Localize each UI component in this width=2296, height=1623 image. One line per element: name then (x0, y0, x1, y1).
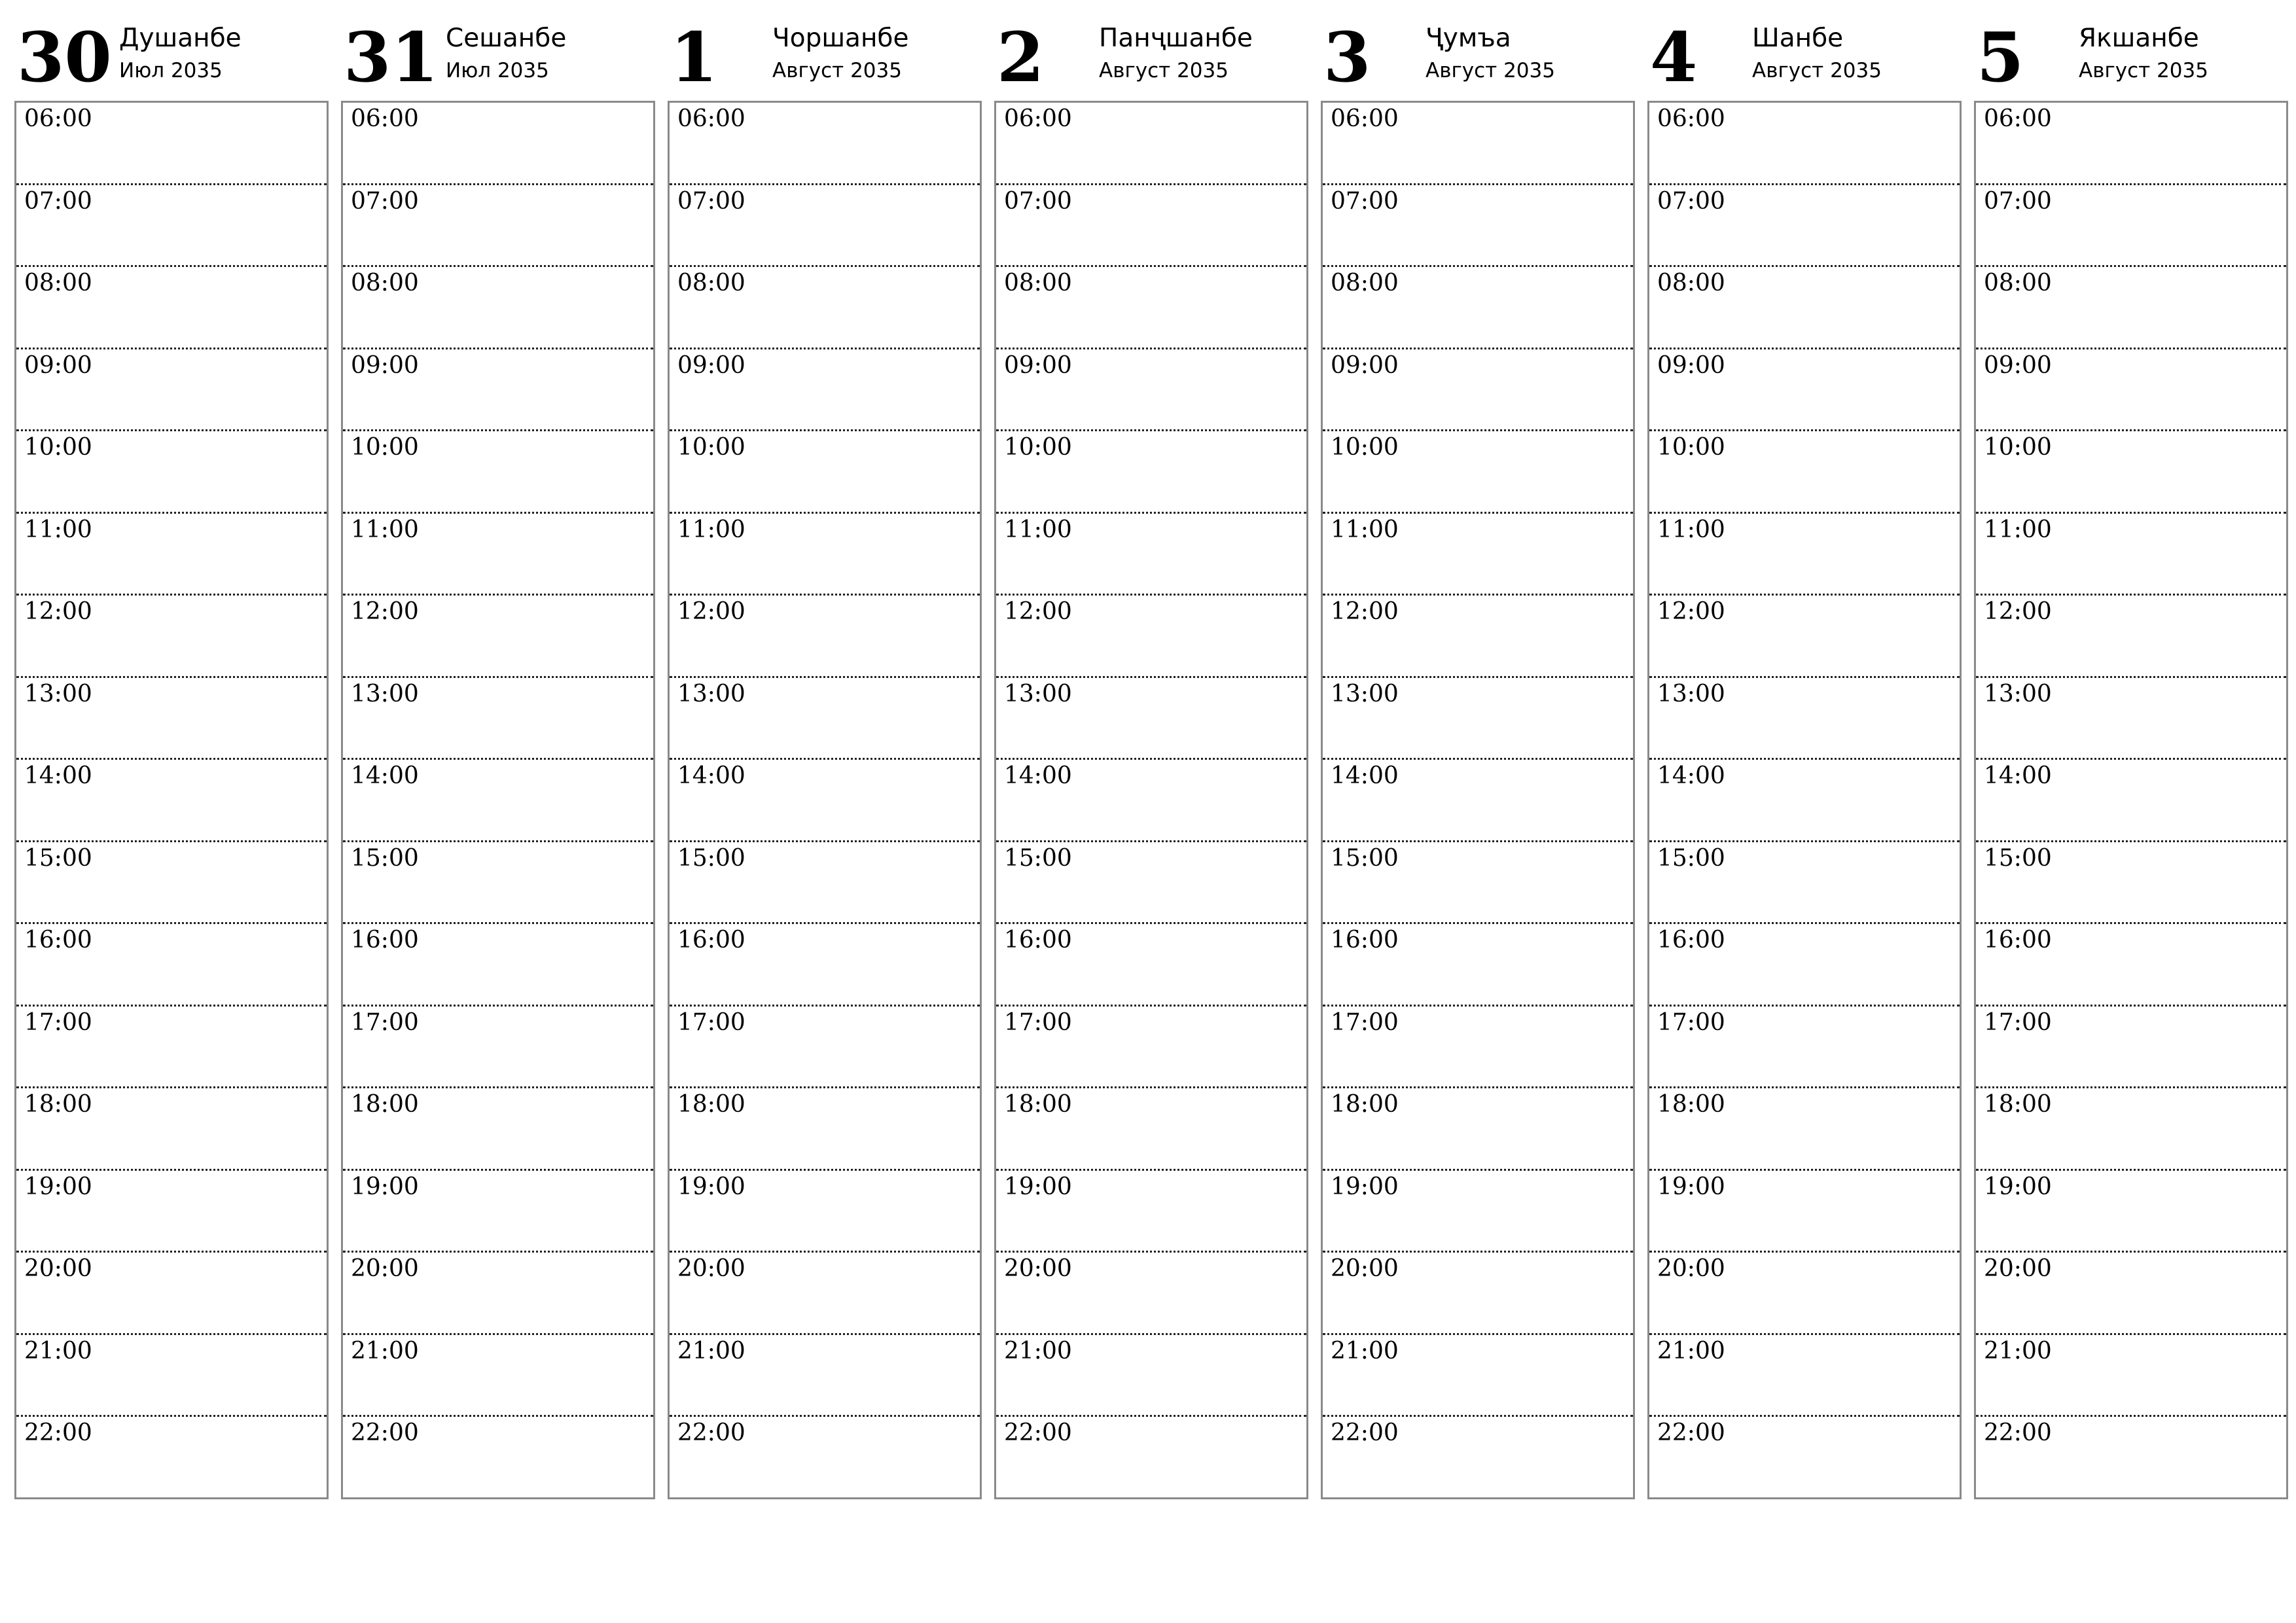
hour-label: 16:00 (24, 927, 92, 954)
hour-label: 18:00 (24, 1091, 92, 1118)
hour-slot[interactable] (670, 1253, 980, 1335)
weekday-name: Ҷумъа (1426, 24, 1511, 53)
hour-label: 10:00 (677, 434, 745, 461)
hour-label: 22:00 (351, 1419, 419, 1446)
hour-label: 09:00 (1004, 351, 1072, 379)
hour-slot[interactable] (1323, 514, 1633, 596)
hour-label: 11:00 (677, 516, 745, 543)
hour-slot[interactable] (1323, 596, 1633, 678)
hour-label: 16:00 (1657, 927, 1725, 954)
hour-label: 20:00 (677, 1255, 745, 1282)
hour-slot[interactable] (670, 103, 980, 185)
hour-slot[interactable] (16, 185, 327, 268)
hour-label: 17:00 (1657, 1008, 1725, 1036)
hour-label: 14:00 (24, 762, 92, 789)
hour-label: 13:00 (1984, 680, 2052, 707)
hour-slot[interactable] (1649, 431, 1960, 514)
hour-label: 06:00 (351, 105, 419, 132)
hour-slot[interactable] (1976, 1253, 2286, 1335)
hour-slot[interactable] (1649, 1417, 1960, 1499)
hour-slot[interactable] (1649, 514, 1960, 596)
day-header (1647, 14, 1962, 101)
hour-label: 16:00 (351, 927, 419, 954)
hour-slot[interactable] (996, 1007, 1306, 1089)
hour-label: 08:00 (24, 270, 92, 296)
hour-slot[interactable] (1976, 1007, 2286, 1089)
day-column (14, 14, 329, 1499)
hour-slot[interactable] (1976, 1088, 2286, 1171)
month-year: Август 2035 (1426, 59, 1555, 82)
hour-label: 20:00 (24, 1255, 92, 1282)
day-number: 5 (1977, 17, 2024, 98)
weekday-name: Панҷшанбе (1099, 24, 1253, 53)
month-year: Август 2035 (772, 59, 902, 82)
hour-label: 09:00 (677, 351, 745, 379)
hour-label: 16:00 (1004, 927, 1072, 954)
hour-slot[interactable] (1976, 1171, 2286, 1253)
hour-slot[interactable] (1976, 267, 2286, 349)
hour-slot[interactable] (1323, 842, 1633, 925)
hour-label: 15:00 (1004, 844, 1072, 872)
hour-slot[interactable] (1323, 924, 1633, 1007)
weekday-name: Шанбе (1752, 24, 1844, 53)
hour-slot[interactable] (16, 596, 327, 678)
hour-label: 15:00 (1984, 844, 2052, 872)
hour-slot[interactable] (16, 1007, 327, 1089)
hour-slot[interactable] (343, 1007, 653, 1089)
hour-slot[interactable] (343, 1171, 653, 1253)
hour-label: 12:00 (351, 598, 419, 625)
hour-slot[interactable] (16, 349, 327, 432)
hour-slot[interactable] (1976, 596, 2286, 678)
hour-slot[interactable] (1323, 185, 1633, 268)
hour-slot[interactable] (670, 924, 980, 1007)
hour-slot[interactable] (996, 1171, 1306, 1253)
hour-slot[interactable] (16, 1171, 327, 1253)
hour-label: 10:00 (1984, 434, 2052, 461)
hour-label: 09:00 (1984, 351, 2052, 379)
hour-slot[interactable] (996, 1335, 1306, 1418)
hour-slot[interactable] (1976, 349, 2286, 432)
hour-label: 20:00 (1984, 1255, 2052, 1282)
hour-slot[interactable] (16, 1088, 327, 1171)
day-header (14, 14, 329, 101)
hour-label: 18:00 (677, 1091, 745, 1118)
hour-slot[interactable] (16, 760, 327, 842)
hour-label: 21:00 (677, 1337, 745, 1364)
hour-slot[interactable] (16, 514, 327, 596)
hour-slot[interactable] (16, 431, 327, 514)
hour-label: 15:00 (1331, 844, 1399, 872)
hour-label: 07:00 (1331, 187, 1399, 215)
hour-slot[interactable] (1649, 596, 1960, 678)
hour-slot[interactable] (1976, 924, 2286, 1007)
hour-slot[interactable] (16, 924, 327, 1007)
day-number: 4 (1650, 17, 1698, 98)
hour-label: 09:00 (1657, 351, 1725, 379)
hour-label: 10:00 (24, 434, 92, 461)
hour-slot[interactable] (1976, 103, 2286, 185)
day-number: 2 (997, 17, 1045, 98)
hour-label: 14:00 (1657, 762, 1725, 789)
weekday-name: Чоршанбе (772, 24, 909, 53)
hour-slot[interactable] (670, 1171, 980, 1253)
hour-label: 20:00 (1004, 1255, 1072, 1282)
hour-label: 07:00 (677, 187, 745, 215)
hour-slot[interactable] (1976, 760, 2286, 842)
hour-label: 19:00 (1331, 1173, 1399, 1200)
hour-slot[interactable] (670, 1335, 980, 1418)
day-column (1974, 14, 2288, 1499)
hour-slot[interactable] (343, 678, 653, 760)
hour-label: 17:00 (1984, 1008, 2052, 1036)
hour-label: 19:00 (351, 1173, 419, 1200)
day-column (1647, 14, 1962, 1499)
hour-label: 10:00 (1004, 434, 1072, 461)
hour-slot[interactable] (343, 924, 653, 1007)
hour-slot[interactable] (670, 349, 980, 432)
hour-label: 20:00 (1331, 1255, 1399, 1282)
hour-slot[interactable] (670, 431, 980, 514)
day-column (1321, 14, 1635, 1499)
hour-slot[interactable] (996, 514, 1306, 596)
hour-slot[interactable] (1649, 1007, 1960, 1089)
hour-label: 07:00 (1984, 187, 2052, 215)
hour-label: 10:00 (1657, 434, 1725, 461)
hour-label: 17:00 (677, 1008, 745, 1036)
hour-slot[interactable] (670, 760, 980, 842)
hour-label: 13:00 (677, 680, 745, 707)
hour-slot[interactable] (1323, 1335, 1633, 1418)
hour-label: 12:00 (677, 598, 745, 625)
hour-slot[interactable] (1649, 1088, 1960, 1171)
hour-label: 18:00 (1004, 1091, 1072, 1118)
hour-label: 06:00 (1004, 105, 1072, 132)
hour-label: 22:00 (1004, 1419, 1072, 1446)
hour-label: 08:00 (1004, 270, 1072, 296)
hour-slot[interactable] (996, 1253, 1306, 1335)
hour-label: 12:00 (1984, 598, 2052, 625)
hour-label: 09:00 (1331, 351, 1399, 379)
month-year: Август 2035 (1752, 59, 1882, 82)
hour-slot[interactable] (670, 678, 980, 760)
hour-label: 12:00 (1004, 598, 1072, 625)
hour-slot[interactable] (343, 267, 653, 349)
hour-slot[interactable] (343, 596, 653, 678)
hour-label: 06:00 (1984, 105, 2052, 132)
hour-label: 08:00 (1657, 270, 1725, 296)
hours-box (668, 101, 982, 1499)
hour-label: 16:00 (677, 927, 745, 954)
hour-slot[interactable] (343, 103, 653, 185)
weekday-name: Якшанбе (2079, 24, 2199, 53)
hour-label: 15:00 (677, 844, 745, 872)
hour-slot[interactable] (996, 1417, 1306, 1499)
hour-slot[interactable] (1976, 185, 2286, 268)
hour-label: 13:00 (351, 680, 419, 707)
hour-slot[interactable] (670, 842, 980, 925)
hour-slot[interactable] (343, 1417, 653, 1499)
hour-slot[interactable] (1323, 678, 1633, 760)
hour-label: 18:00 (1657, 1091, 1725, 1118)
hour-label: 17:00 (24, 1008, 92, 1036)
hour-label: 19:00 (24, 1173, 92, 1200)
hours-box (994, 101, 1308, 1499)
hour-label: 07:00 (1004, 187, 1072, 215)
hour-slot[interactable] (1649, 678, 1960, 760)
hour-label: 06:00 (24, 105, 92, 132)
hour-slot[interactable] (1649, 760, 1960, 842)
hour-slot[interactable] (16, 1417, 327, 1499)
hour-label: 22:00 (1657, 1419, 1725, 1446)
hour-slot[interactable] (996, 678, 1306, 760)
hour-label: 14:00 (677, 762, 745, 789)
hours-box (1321, 101, 1635, 1499)
hour-label: 13:00 (1331, 680, 1399, 707)
hour-slot[interactable] (343, 1088, 653, 1171)
weekday-name: Душанбе (119, 24, 242, 53)
hour-label: 11:00 (1331, 516, 1399, 543)
hour-slot[interactable] (670, 185, 980, 268)
hour-label: 20:00 (351, 1255, 419, 1282)
hour-slot[interactable] (1649, 185, 1960, 268)
hour-label: 12:00 (24, 598, 92, 625)
hour-label: 10:00 (1331, 434, 1399, 461)
hour-slot[interactable] (343, 842, 653, 925)
hour-slot[interactable] (1976, 1417, 2286, 1499)
hour-label: 09:00 (24, 351, 92, 379)
hour-label: 14:00 (351, 762, 419, 789)
day-number: 3 (1323, 17, 1371, 98)
hour-label: 13:00 (1657, 680, 1725, 707)
hour-label: 21:00 (1657, 1337, 1725, 1364)
hour-slot[interactable] (1649, 842, 1960, 925)
hour-slot[interactable] (996, 185, 1306, 268)
hour-slot[interactable] (343, 760, 653, 842)
hour-label: 22:00 (677, 1419, 745, 1446)
day-number: 30 (17, 17, 112, 98)
hour-slot[interactable] (1323, 349, 1633, 432)
hour-slot[interactable] (996, 1088, 1306, 1171)
hour-label: 15:00 (1657, 844, 1725, 872)
hour-slot[interactable] (1323, 103, 1633, 185)
hour-slot[interactable] (1323, 1171, 1633, 1253)
hour-label: 18:00 (1984, 1091, 2052, 1118)
hour-label: 08:00 (677, 270, 745, 296)
month-year: Июл 2035 (446, 59, 549, 82)
month-year: Август 2035 (2079, 59, 2208, 82)
hour-label: 13:00 (1004, 680, 1072, 707)
hour-slot[interactable] (343, 185, 653, 268)
hour-label: 17:00 (351, 1008, 419, 1036)
hour-label: 21:00 (1984, 1337, 2052, 1364)
hour-label: 21:00 (24, 1337, 92, 1364)
hour-label: 07:00 (351, 187, 419, 215)
hour-label: 12:00 (1331, 598, 1399, 625)
hour-slot[interactable] (996, 842, 1306, 925)
hour-label: 21:00 (1004, 1337, 1072, 1364)
hour-slot[interactable] (1323, 431, 1633, 514)
hour-slot[interactable] (1649, 267, 1960, 349)
hour-slot[interactable] (1649, 1171, 1960, 1253)
hour-slot[interactable] (343, 431, 653, 514)
hour-slot[interactable] (996, 760, 1306, 842)
hour-label: 21:00 (351, 1337, 419, 1364)
hour-label: 15:00 (24, 844, 92, 872)
day-header (1321, 14, 1635, 101)
day-number: 1 (670, 17, 718, 98)
hour-label: 08:00 (351, 270, 419, 296)
hour-slot[interactable] (996, 431, 1306, 514)
hour-slot[interactable] (1323, 267, 1633, 349)
hour-label: 11:00 (1984, 516, 2052, 543)
hour-slot[interactable] (1323, 1417, 1633, 1499)
hour-slot[interactable] (1649, 103, 1960, 185)
hour-slot[interactable] (16, 1335, 327, 1418)
hour-slot[interactable] (996, 267, 1306, 349)
month-year: Август 2035 (1099, 59, 1229, 82)
hour-label: 06:00 (1331, 105, 1399, 132)
hour-label: 11:00 (24, 516, 92, 543)
hour-slot[interactable] (996, 349, 1306, 432)
hour-label: 06:00 (1657, 105, 1725, 132)
day-header (341, 14, 655, 101)
hour-label: 21:00 (1331, 1337, 1399, 1364)
hour-slot[interactable] (1323, 1007, 1633, 1089)
day-header (994, 14, 1308, 101)
hour-label: 12:00 (1657, 598, 1725, 625)
hour-label: 08:00 (1984, 270, 2052, 296)
hour-slot[interactable] (996, 924, 1306, 1007)
day-column (668, 14, 982, 1499)
hour-slot[interactable] (670, 514, 980, 596)
hour-slot[interactable] (1649, 349, 1960, 432)
hour-slot[interactable] (1976, 514, 2286, 596)
hour-slot[interactable] (1649, 924, 1960, 1007)
hour-label: 18:00 (1331, 1091, 1399, 1118)
hour-slot[interactable] (16, 103, 327, 185)
hour-label: 16:00 (1984, 927, 2052, 954)
hour-slot[interactable] (16, 267, 327, 349)
hour-slot[interactable] (1649, 1335, 1960, 1418)
hour-label: 16:00 (1331, 927, 1399, 954)
hour-label: 19:00 (1984, 1173, 2052, 1200)
hour-label: 22:00 (1331, 1419, 1399, 1446)
hour-slot[interactable] (343, 514, 653, 596)
day-column (341, 14, 655, 1499)
hour-label: 07:00 (1657, 187, 1725, 215)
hour-label: 11:00 (1657, 516, 1725, 543)
hour-label: 09:00 (351, 351, 419, 379)
hour-slot[interactable] (343, 349, 653, 432)
hour-slot[interactable] (1976, 842, 2286, 925)
hour-label: 19:00 (677, 1173, 745, 1200)
day-column (994, 14, 1308, 1499)
hour-slot[interactable] (1649, 1253, 1960, 1335)
hour-label: 18:00 (351, 1091, 419, 1118)
hour-label: 20:00 (1657, 1255, 1725, 1282)
hour-slot[interactable] (16, 842, 327, 925)
day-header (668, 14, 982, 101)
hour-slot[interactable] (670, 1088, 980, 1171)
hour-label: 11:00 (1004, 516, 1072, 543)
hour-slot[interactable] (670, 1417, 980, 1499)
hour-label: 17:00 (1004, 1008, 1072, 1036)
month-year: Июл 2035 (119, 59, 223, 82)
hour-slot[interactable] (670, 267, 980, 349)
weekday-name: Сешанбе (446, 24, 567, 53)
hour-slot[interactable] (16, 1253, 327, 1335)
hour-label: 07:00 (24, 187, 92, 215)
hour-slot[interactable] (16, 678, 327, 760)
hour-label: 19:00 (1657, 1173, 1725, 1200)
hour-label: 15:00 (351, 844, 419, 872)
hours-box (341, 101, 655, 1499)
hour-slot[interactable] (1323, 1253, 1633, 1335)
hour-label: 22:00 (1984, 1419, 2052, 1446)
hour-slot[interactable] (670, 596, 980, 678)
hour-slot[interactable] (1323, 760, 1633, 842)
hour-label: 14:00 (1984, 762, 2052, 789)
hour-label: 14:00 (1004, 762, 1072, 789)
hour-slot[interactable] (1976, 678, 2286, 760)
hour-slot[interactable] (996, 596, 1306, 678)
hour-label: 19:00 (1004, 1173, 1072, 1200)
hour-label: 08:00 (1331, 270, 1399, 296)
day-number: 31 (344, 17, 439, 98)
hours-box (1974, 101, 2288, 1499)
hour-label: 14:00 (1331, 762, 1399, 789)
hour-slot[interactable] (1976, 431, 2286, 514)
hours-box (14, 101, 329, 1499)
hour-label: 17:00 (1331, 1008, 1399, 1036)
hour-slot[interactable] (343, 1335, 653, 1418)
hour-label: 22:00 (24, 1419, 92, 1446)
hour-slot[interactable] (1976, 1335, 2286, 1418)
hour-label: 06:00 (677, 105, 745, 132)
hour-slot[interactable] (996, 103, 1306, 185)
hour-slot[interactable] (670, 1007, 980, 1089)
hour-slot[interactable] (1323, 1088, 1633, 1171)
hours-box (1647, 101, 1962, 1499)
hour-label: 11:00 (351, 516, 419, 543)
hour-slot[interactable] (343, 1253, 653, 1335)
hour-label: 13:00 (24, 680, 92, 707)
hour-label: 10:00 (351, 434, 419, 461)
day-header (1974, 14, 2288, 101)
